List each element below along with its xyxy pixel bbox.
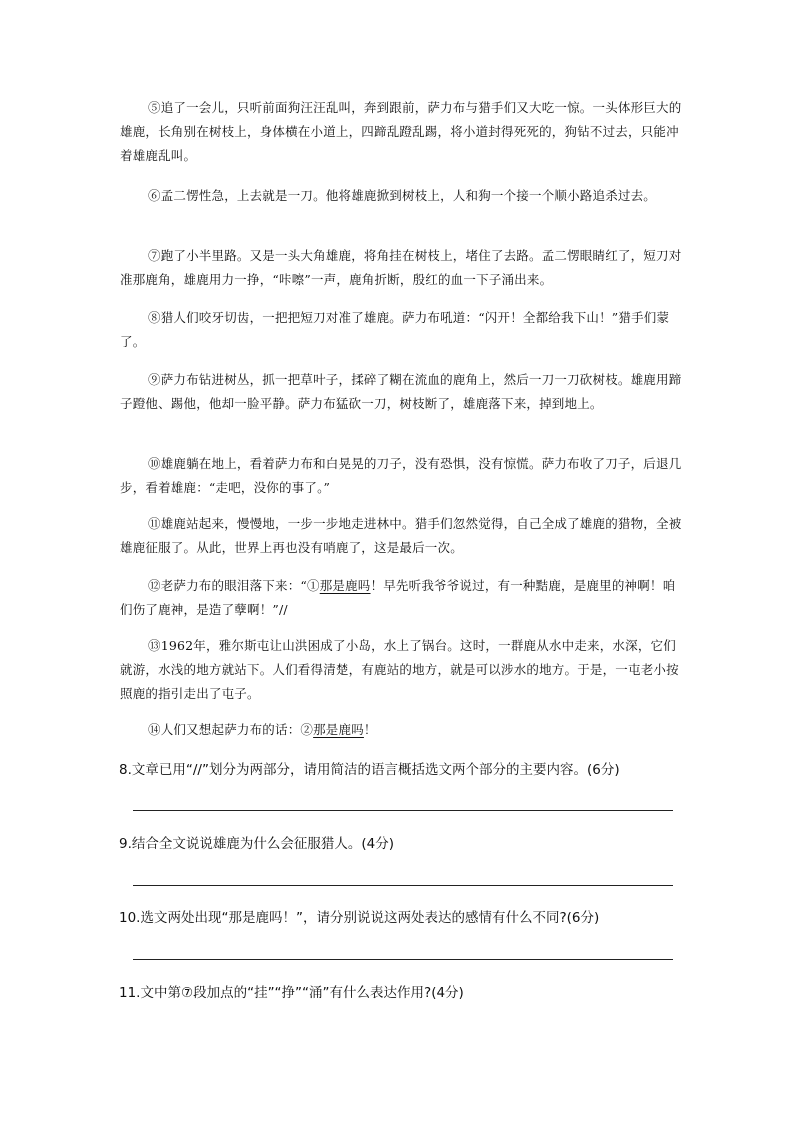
paragraph-11: ⑪雄鹿站起来，慢慢地，一步一步地走进林中。猎手们忽然觉得，自己全成了雄鹿的猎物，全被雄鹿征服了。从此，世界上再也没有哨鹿了，这是最后一次。 [120,516,682,555]
paragraph-12-pre: ⑫老萨力布的眼泪落下来：“① [148,578,320,593]
paragraph-14-post: ！ [363,722,377,737]
paragraph-7: ⑦跑了小半里路。又是一头大角雄鹿，将角挂在树枝上，堵住了去路。孟二愣眼睛红了，短刀对准那鹿角，雄鹿用力一挣，“咔嚓”一声，鹿角折断，殷红的血一下子涌出来。 [120,248,682,287]
paragraph-12-post: ！早先听我爷爷说过，有一种黠鹿，是鹿里的神啊！咱们伤了鹿神，是造了孽啊！”// [120,578,676,617]
question-9: 9.结合全文说说雄鹿为什么会征服猎人。(4分) [119,836,395,852]
quote-2-underlined: 那是鹿吗 [313,722,364,737]
paragraph-14 [120,718,682,742]
answer-line-10[interactable] [133,959,673,960]
paragraph-8: ⑧猎人们咬牙切齿，一把把短刀对准了雄鹿。萨力布吼道：“闪开！全都给我下山！”猎手们蒙了。 [120,310,670,349]
quote-1-underlined: 那是鹿吗 [319,578,371,593]
question-10: 10.选文两处出现“那是鹿吗！”，请分别说说这两处表达的感情有什么不同?(6分) [119,910,600,926]
paragraph-6: ⑥孟二愣性急，上去就是一刀。他将雄鹿掀到树枝上，人和狗一个接一个顺小路追杀过去。 [148,188,657,203]
paragraph-12 [120,574,682,622]
paragraph-9: ⑨萨力布钻进树丛，抓一把草叶子，揉碎了糊在流血的鹿角上，然后一刀一刀砍树枝。雄鹿用蹄子蹬他、踢他，他却一脸平静。萨力布猛砍一刀，树枝断了，雄鹿落下来，掉到地上。 [120,372,682,411]
answer-line-8[interactable] [133,810,673,811]
paragraph-14-pre: ⑭人们又想起萨力布的话：② [148,722,314,737]
paragraph-10: ⑩雄鹿躺在地上，看着萨力布和白晃晃的刀子，没有恐惧，没有惊慌。萨力布收了刀子，后退几步，看着雄鹿：“走吧，没你的事了。” [120,456,682,495]
answer-line-9[interactable] [133,885,673,886]
paragraph-13: ⑬1962年，雅尔斯屯让山洪困成了小岛，水上了锅台。这时，一群鹿从水中走来，水深，它们就游，水浅的地方就站下。人们看得清楚，有鹿站的地方，就是可以涉水的地方。于是，一屯老小按照鹿的指引走出了屯子。 [120,638,679,701]
question-8: 8.文章已用“//”划分为两部分，请用简洁的语言概括选文两个部分的主要内容。(6分) [119,762,620,778]
question-11: 11.文中第⑦段加点的“挂”“挣”“涌”有什么表达作用?(4分) [119,985,464,1001]
paragraph-5: ⑤追了一会儿，只听前面狗汪汪乱叫，奔到跟前，萨力布与猎手们又大吃一惊。一头体形巨大的雄鹿，长角别在树枝上，身体横在小道上，四蹄乱蹬乱踢，将小道封得死死的，狗钻不过去，只能冲着雄鹿乱叫。 [120,100,682,163]
